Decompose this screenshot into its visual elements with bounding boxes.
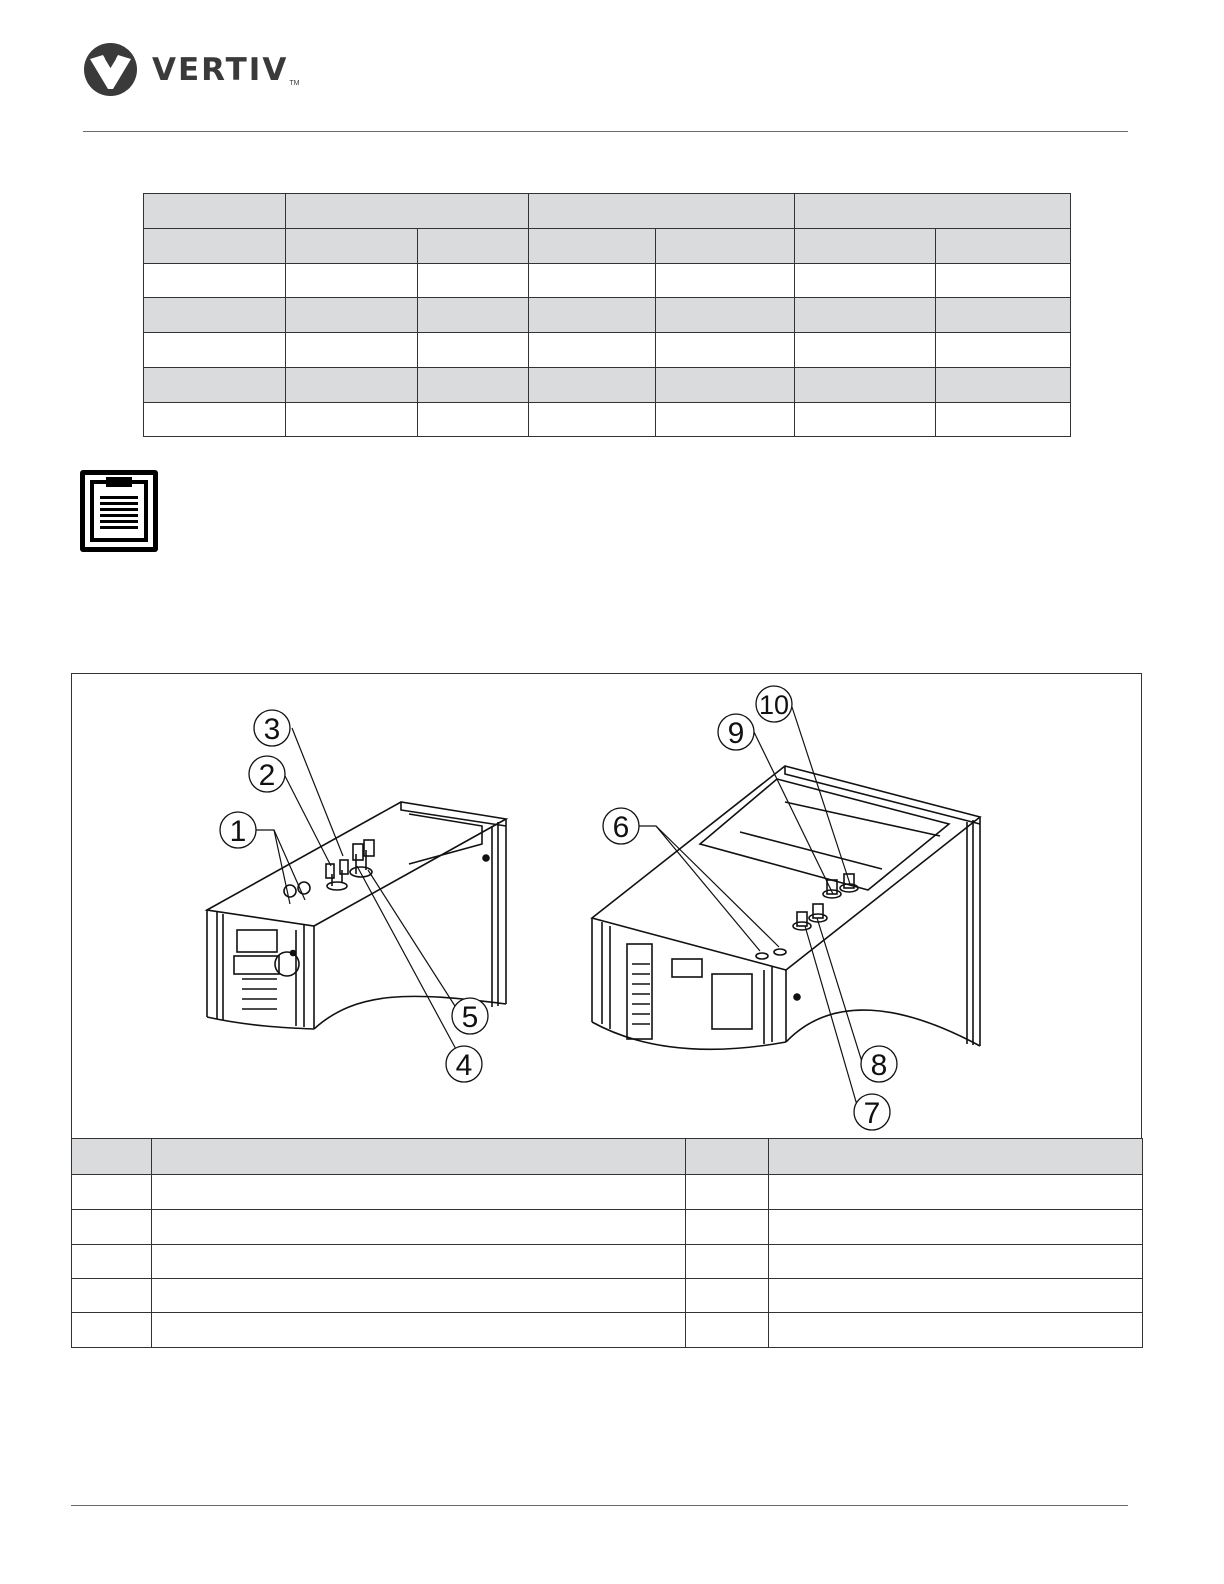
spec-cell (418, 403, 529, 437)
callout-label: 4 (455, 1049, 473, 1082)
spec-table-row (144, 229, 1071, 264)
spec-cell (529, 229, 656, 264)
footer-divider (71, 1505, 1128, 1506)
spec-cell (144, 229, 286, 264)
legend-cell (72, 1313, 152, 1348)
legend-cell (72, 1175, 152, 1210)
figure-panel (71, 673, 1142, 1139)
spec-cell (286, 368, 418, 403)
callout-label: 5 (461, 1001, 479, 1034)
spec-cell (144, 368, 286, 403)
spec-cell (529, 194, 795, 229)
spec-cell (418, 368, 529, 403)
spec-cell (286, 333, 418, 368)
spec-cell (795, 298, 936, 333)
spec-cell (795, 264, 936, 298)
legend-cell (152, 1175, 686, 1210)
legend-table-row (72, 1313, 1143, 1348)
legend-cell (72, 1245, 152, 1279)
legend-cell (769, 1279, 1143, 1313)
callout-label: 3 (263, 713, 281, 746)
legend-cell (686, 1279, 769, 1313)
spec-cell (418, 333, 529, 368)
legend-cell (769, 1175, 1143, 1210)
spec-cell (144, 264, 286, 298)
spec-cell (795, 368, 936, 403)
legend-cell (152, 1313, 686, 1348)
legend-table-row (72, 1279, 1143, 1313)
legend-cell (686, 1313, 769, 1348)
spec-cell (529, 368, 656, 403)
spec-cell (529, 333, 656, 368)
spec-cell (936, 264, 1071, 298)
spec-cell (936, 229, 1071, 264)
spec-cell (656, 403, 795, 437)
legend-cell (686, 1210, 769, 1245)
spec-cell (936, 333, 1071, 368)
callout-label: 10 (758, 690, 790, 720)
spec-cell (286, 194, 529, 229)
legend-table-row (72, 1210, 1143, 1245)
spec-cell (144, 333, 286, 368)
legend-header-cell (152, 1139, 686, 1175)
legend-cell (152, 1210, 686, 1245)
legend-table-row (72, 1175, 1143, 1210)
spec-cell (286, 298, 418, 333)
legend-table-header (72, 1139, 1143, 1175)
spec-cell (286, 403, 418, 437)
spec-table (143, 193, 1071, 437)
spec-cell (795, 403, 936, 437)
legend-cell (152, 1245, 686, 1279)
spec-cell (144, 298, 286, 333)
spec-table-row (144, 264, 1071, 298)
legend-cell (769, 1210, 1143, 1245)
spec-cell (795, 333, 936, 368)
spec-table-group-header (144, 194, 1071, 229)
header-divider (83, 131, 1128, 132)
spec-cell (795, 194, 1071, 229)
spec-cell (936, 298, 1071, 333)
spec-cell (656, 368, 795, 403)
callout-label: 9 (727, 717, 745, 750)
spec-table-row (144, 333, 1071, 368)
cabinet-illustration (72, 674, 1141, 1139)
legend-table (71, 1138, 1143, 1348)
legend-cell (686, 1245, 769, 1279)
spec-table-row (144, 298, 1071, 333)
spec-cell (656, 229, 795, 264)
spec-cell (418, 229, 529, 264)
spec-cell (656, 264, 795, 298)
legend-cell (769, 1245, 1143, 1279)
legend-cell (686, 1175, 769, 1210)
legend-header-cell (686, 1139, 769, 1175)
legend-cell (72, 1210, 152, 1245)
legend-table-row (72, 1245, 1143, 1279)
spec-cell (936, 403, 1071, 437)
spec-cell (418, 298, 529, 333)
spec-cell (795, 229, 936, 264)
legend-cell (769, 1313, 1143, 1348)
spec-table-row (144, 403, 1071, 437)
vertiv-logo (83, 42, 299, 97)
spec-cell (529, 403, 656, 437)
legend-cell (152, 1279, 686, 1313)
spec-cell (529, 264, 656, 298)
spec-cell (656, 333, 795, 368)
callout-label: 2 (258, 759, 276, 792)
spec-cell (286, 264, 418, 298)
legend-header-cell (769, 1139, 1143, 1175)
right-cabinet (592, 766, 980, 1049)
spec-cell (144, 403, 286, 437)
spec-cell (418, 264, 529, 298)
clipboard-note-icon (79, 469, 159, 553)
callout-label: 1 (229, 815, 247, 848)
trademark-mark: TM (289, 80, 300, 87)
spec-table-row (144, 368, 1071, 403)
legend-header-cell (72, 1139, 152, 1175)
legend-cell (72, 1279, 152, 1313)
spec-cell (936, 368, 1071, 403)
spec-cell (529, 298, 656, 333)
vertiv-logo-icon (83, 42, 138, 97)
brand-name: VERTIV (152, 51, 289, 88)
spec-cell (144, 194, 286, 229)
callout-label: 7 (863, 1097, 881, 1130)
spec-cell (656, 298, 795, 333)
callout-label: 8 (870, 1049, 888, 1082)
callout-label: 6 (612, 811, 630, 844)
spec-cell (286, 229, 418, 264)
